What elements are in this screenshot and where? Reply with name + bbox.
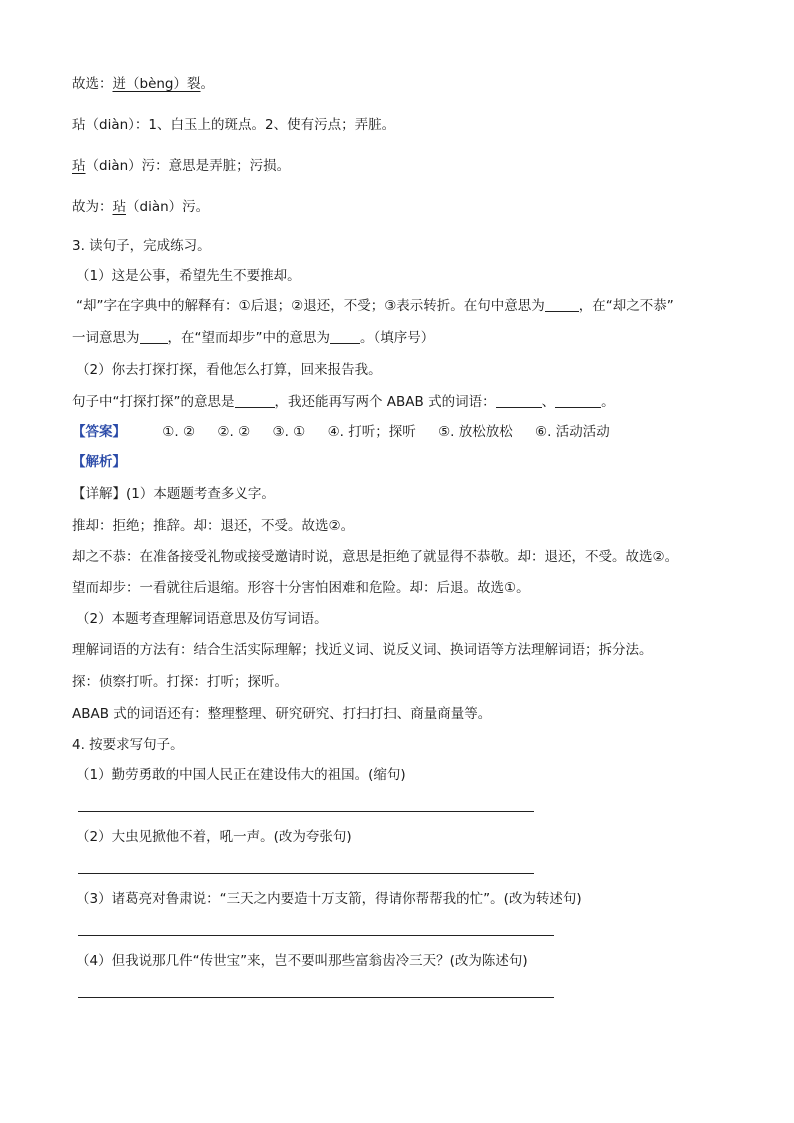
text: （diàn）污：意思是弄脏；污损。: [85, 158, 291, 174]
question-4-title: 4. 按要求写句子。: [72, 737, 184, 753]
text: 句子中“打探打探”的意思是: [72, 394, 235, 410]
answer-line[interactable]: [78, 873, 534, 874]
answer-blank[interactable]: [140, 329, 168, 344]
analysis-para-1: 【详解】(1）本题题考查多义字。: [72, 486, 275, 502]
question-3-title: 3. 读句子，完成练习。: [72, 238, 211, 254]
answer-line[interactable]: [78, 935, 554, 936]
text: （diàn）污。: [126, 199, 210, 215]
meaning-line: [72, 156, 290, 176]
answer-blank[interactable]: [235, 393, 275, 408]
answer-line-2: [72, 197, 209, 217]
text: 、: [541, 394, 556, 410]
question-3-text-2: [72, 328, 434, 348]
definition-line: 玷（diàn）：1、白玉上的斑点。2、使有污点；弄脏。: [72, 117, 396, 133]
question-3-sub-1: （1）这是公事，希望先生不要推却。: [76, 268, 301, 284]
answer-line[interactable]: [78, 997, 554, 998]
answer-blank[interactable]: [330, 329, 360, 344]
answer-label: 【答案】: [72, 424, 126, 440]
answer-blank[interactable]: [496, 393, 542, 408]
text: ，我还能再写两个 ABAB 式的词语：: [274, 394, 496, 410]
text: 故为：: [72, 199, 113, 215]
answer-item: ②. ②: [217, 424, 251, 440]
question-4-sentence-1: （1）勤劳勇敢的中国人民正在建设伟大的祖国。(缩句): [76, 767, 406, 783]
analysis-para-6: 理解词语的方法有：结合生活实际理解；找近义词、说反义词、换词语等方法理解词语；拆分法。: [72, 642, 653, 658]
analysis-para-7: 探：侦察打听。打探：打听；探听。: [72, 674, 288, 690]
text: ，在“望而却步”中的意思为: [167, 330, 330, 346]
text: 。（填序号）: [360, 330, 435, 346]
underlined-word: 迸（bèng）裂: [112, 76, 201, 92]
answer-line[interactable]: [78, 811, 534, 812]
question-4-sentence-3: （3）诸葛亮对鲁肃说：“三天之内要造十万支箭，得请你帮帮我的忙”。(改为转述句): [76, 891, 582, 907]
analysis-para-2: 推却：拒绝；推辞。却：退还，不受。故选②。: [72, 518, 355, 534]
answer-blank[interactable]: [545, 297, 579, 312]
text: ，在“却之不恭”: [578, 298, 674, 314]
underlined-word: 玷: [72, 158, 86, 174]
analysis-para-8: ABAB 式的词语还有：整理整理、研究研究、打扫打扫、商量商量等。: [72, 706, 492, 722]
answer-blank[interactable]: [555, 393, 601, 408]
analysis-para-3: 却之不恭：在准备接受礼物或接受邀请时说，意思是拒绝了就显得不恭敬。却：退还，不受。故选②。: [72, 549, 679, 565]
question-3-sub-2: （2）你去打探打探，看他怎么打算，回来报告我。: [76, 362, 382, 378]
analysis-para-4: 望而却步：一看就往后退缩。形容十分害怕困难和危险。却：后退。故选①。: [72, 580, 530, 596]
analysis-para-5: （2）本题考查理解词语意思及仿写词语。: [76, 611, 328, 627]
answer-item: ④. 打听；探听: [327, 424, 416, 440]
answer-item: ⑤. 放松放松: [438, 424, 513, 440]
text: 一词意思为: [72, 330, 140, 346]
answer-item: ⑥. 活动活动: [535, 424, 610, 440]
text: 故选：: [72, 76, 113, 92]
question-3-text-1: [76, 296, 674, 316]
question-4-sentence-4: （4）但我说那几件“传世宝”来，岂不要叫那些富翁齿冷三天？(改为陈述句): [76, 953, 528, 969]
answer-item: ③. ①: [272, 424, 306, 440]
answer-line-1: [72, 74, 214, 94]
question-3-text-3: [72, 392, 615, 412]
analysis-label: 【解析】: [72, 454, 126, 470]
underlined-word: 玷: [112, 199, 126, 215]
question-4-sentence-2: （2）大虫见掀他不着，吼一声。(改为夸张句): [76, 829, 352, 845]
answer-row: [72, 422, 610, 442]
text: “却”字在字典中的解释有：①后退；②退还，不受；③表示转折。在句中意思为: [76, 298, 545, 314]
text: 。: [601, 394, 615, 410]
text: 。: [200, 76, 215, 92]
answer-item: ①. ②: [162, 424, 196, 440]
